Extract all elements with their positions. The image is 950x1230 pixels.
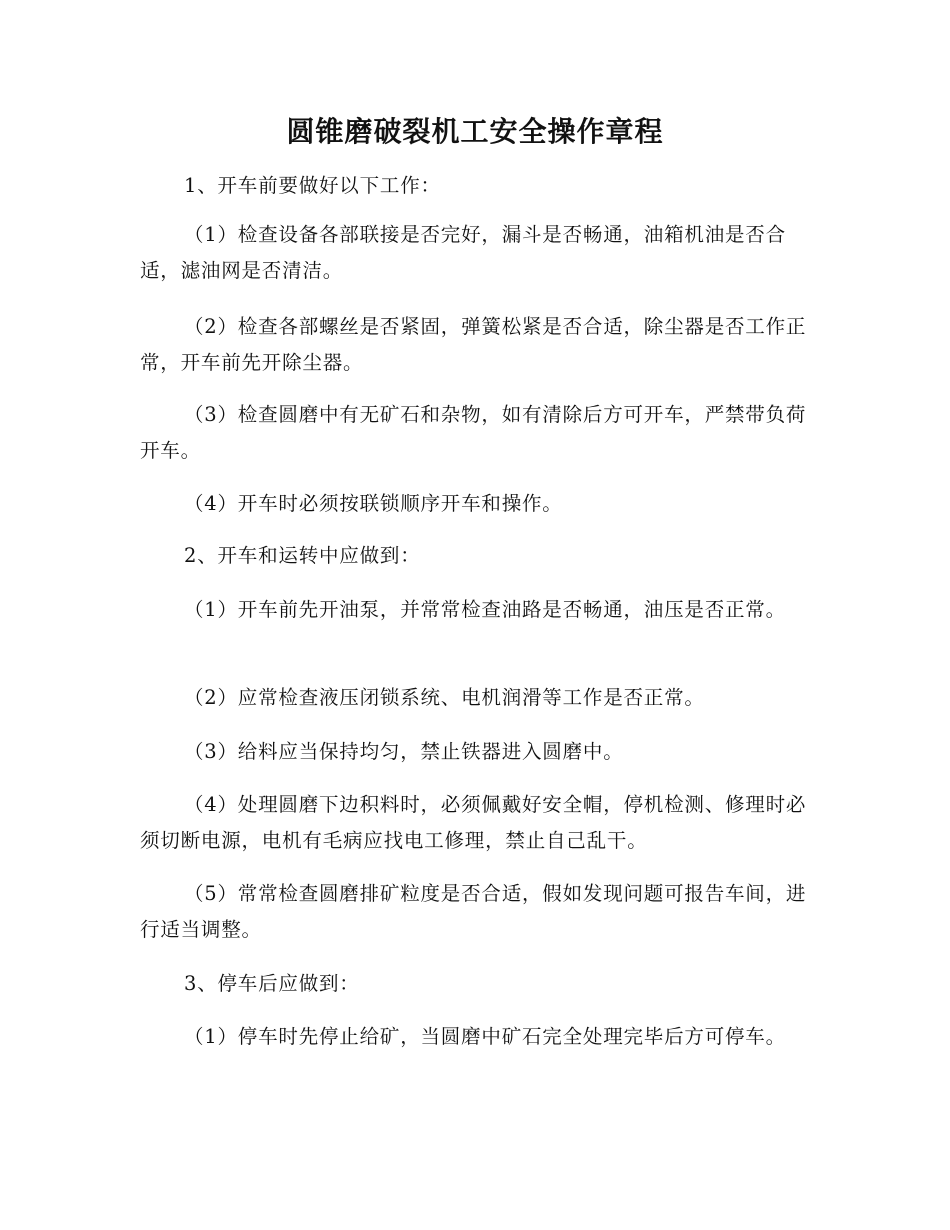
paragraph-1-3: （3）检查圆磨中有无矿石和杂物，如有清除后方可开车，严禁带负荷开车。: [140, 403, 807, 462]
paragraph-3-1: （1）停车时先停止给矿，当圆磨中矿石完全处理完毕后方可停车。: [184, 1025, 786, 1048]
paragraph-2-4: （4）处理圆磨下边积料时，必须佩戴好安全帽，停机检测、修理时必须切断电源，电机有毛病应找电工修理，禁止自己乱干。: [140, 793, 807, 852]
document-title: 圆锥磨破裂机工安全操作章程: [286, 115, 664, 148]
paragraph-2-1: （1）开车前先开油泵，并常常检查油路是否畅通，油压是否正常。: [184, 598, 786, 621]
section-heading-1: 1、开车前要做好以下工作：: [184, 174, 441, 197]
paragraph-2-5: （5）常常检查圆磨排矿粒度是否合适，假如发现问题可报告车间，进行适当调整。: [140, 882, 807, 941]
paragraph-1-2: （2）检查各部螺丝是否紧固，弹簧松紧是否合适，除尘器是否工作正常，开车前先开除尘器。: [140, 315, 807, 374]
paragraph-1-1: （1）检查设备各部联接是否完好，漏斗是否畅通，油箱机油是否合适，滤油网是否清洁。: [140, 223, 786, 282]
section-heading-3: 3、停车后应做到：: [184, 972, 360, 995]
paragraph-1-4: （4）开车时必须按联锁顺序开车和操作。: [184, 492, 563, 515]
paragraph-2-2: （2）应常检查液压闭锁系统、电机润滑等工作是否正常。: [184, 686, 705, 709]
section-heading-2: 2、开车和运转中应做到：: [184, 544, 421, 567]
paragraph-2-3: （3）给料应当保持均匀，禁止铁器进入圆磨中。: [184, 740, 624, 763]
